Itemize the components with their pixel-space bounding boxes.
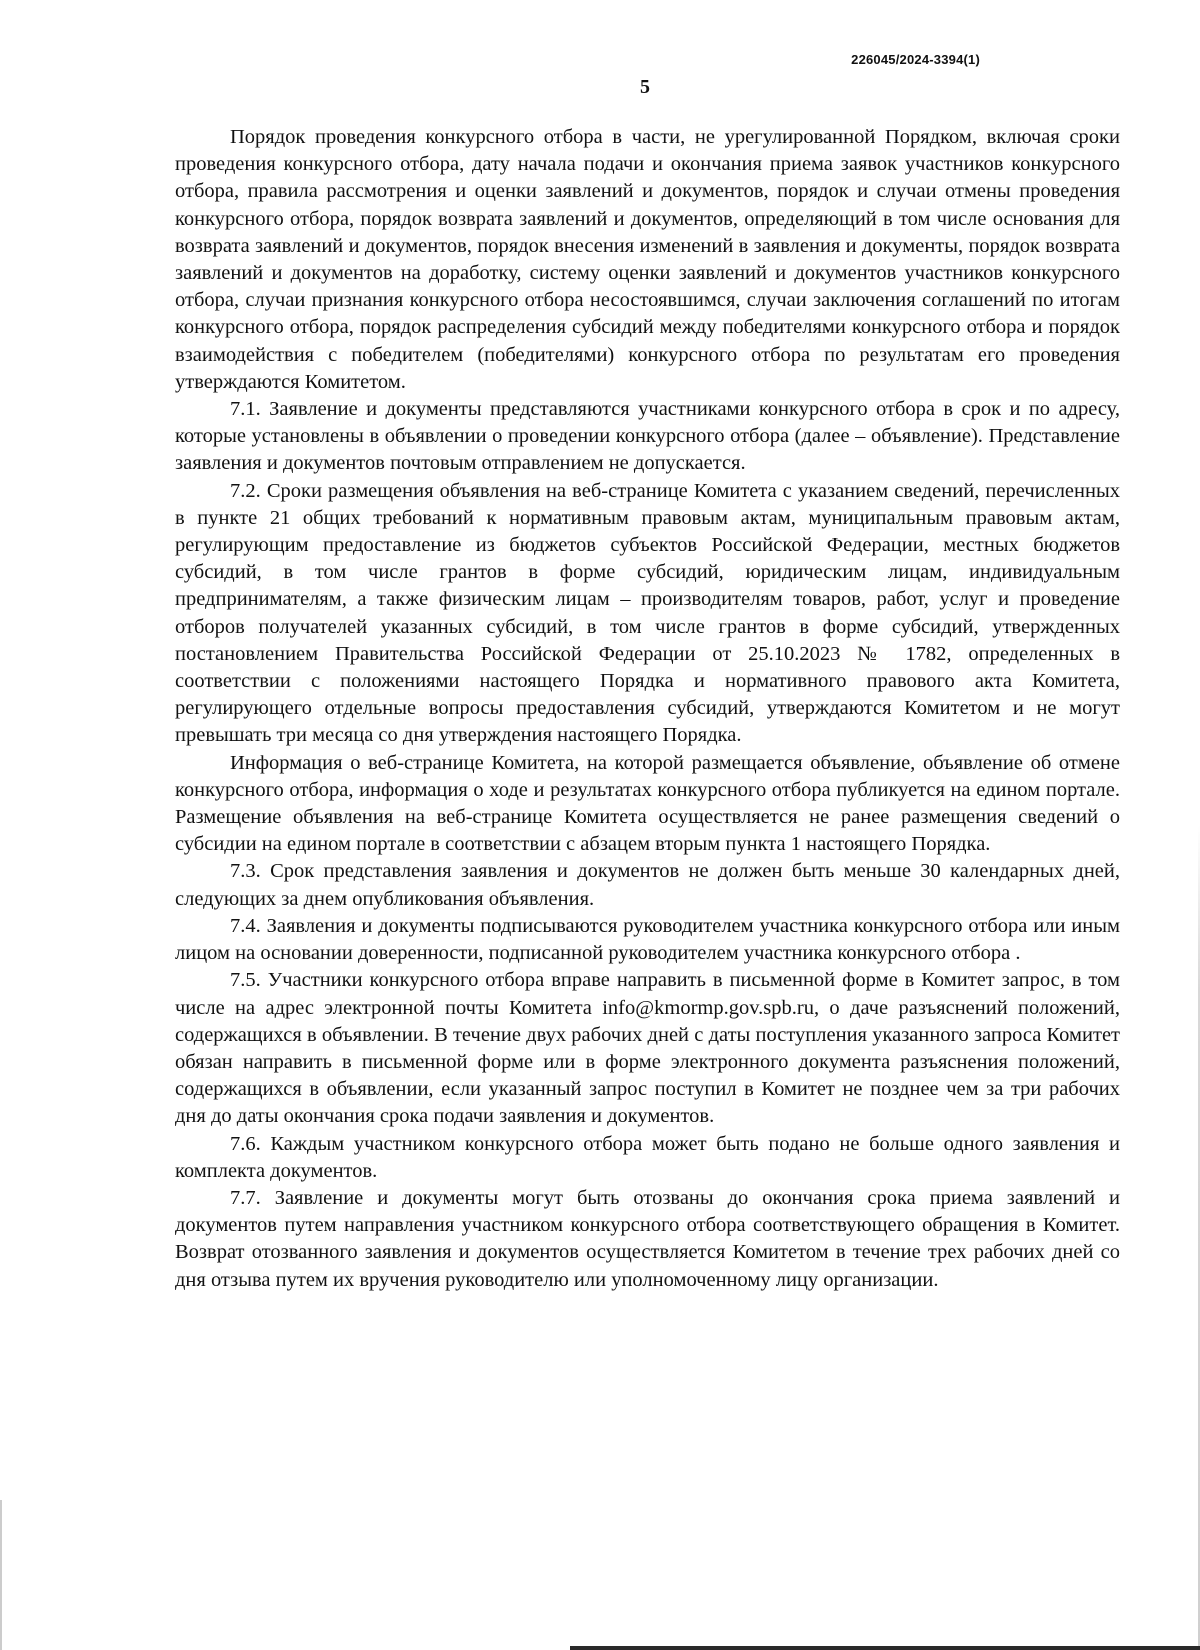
paragraph-procedure-intro: Порядок проведения конкурсного отбора в части, не урегулированной Порядком, включая сроки проведения конкурсного отбора, дату начала подачи и окончания приема заявок участников конкурсного отбора, правила рассмотрения и оценки заявлений и документов, порядок и случаи отмены проведения конкурсного отбора, порядок возврата заявлений и документов, определяющий в том числе основания для возврата заявлений и документов, порядок внесения изменений в заявления и документы, порядок возврата заявлений и документов на доработку, систему оценки заявлений и документов участников конкурсного отбора, случаи признания конкурсного отбора несостоявшимся, случаи заключения соглашений по итогам конкурсного отбора, порядок распределения субсидий между победителями конкурсного отбора и порядок взаимодействия с победителем (победителями) конкурсного отбора по результатам его проведения утверждаются Комитетом. [175, 126, 1120, 393]
paragraph-7-1: 7.1. Заявление и документы представляются участниками конкурсного отбора в срок и по адресу, которые установлены в объявлении о проведении конкурсного отбора (далее – объявление). Представление заявления и документов почтовым отправлением не допускается. [175, 398, 1120, 475]
scan-bottom-edge [570, 1646, 1200, 1650]
scan-left-edge [0, 1500, 2, 1650]
document-registration-number: 226045/2024-3394(1) [851, 52, 980, 67]
document-body [175, 124, 1120, 1294]
paragraph-7-2: 7.2. Сроки размещения объявления на веб-странице Комитета с указанием сведений, перечисленных в пункте 21 общих требований к нормативным правовым актам, муниципальным правовым актам, регулирующим предоставление из бюджетов субъектов Российской Федерации, местных бюджетов субсидий, в том числе грантов в форме субсидий, юридическим лицам, индивидуальным предпринимателям, а также физическим лицам – производителям товаров, работ, услуг и проведение отборов получателей указанных субсидий, в том числе грантов в форме субсидий, утвержденных постановлением Правительства Российской Федерации от 25.10.2023 № 1782, определенных в соответствии с положениями настоящего Порядка и нормативного правового акта Комитета, регулирующего отдельные вопросы предоставления субсидий, утверждаются Комитетом и не могут превышать три месяца со дня утверждения настоящего Порядка. [175, 479, 1120, 747]
page-number: 5 [640, 76, 650, 98]
paragraph-7-7: 7.7. Заявление и документы могут быть отозваны до окончания срока приема заявлений и документов путем направления участником конкурсного отбора соответствующего обращения в Комитет. Возврат отозванного заявления и документов осуществляется Комитетом в течение трех рабочих дней со дня отзыва путем их вручения руководителю или уполномоченному лицу организации. [175, 1186, 1120, 1291]
paragraph-7-5: 7.5. Участники конкурсного отбора вправе направить в письменной форме в Комитет запрос, в том числе на адрес электронной почты Комитета info@kmormp.gov.spb.ru, о даче разъяснений положений, содержащихся в объявлении. В течение двух рабочих дней с даты поступления указанного запроса Комитет обязан направить в письменной форме или в форме электронного документа разъяснения положений, содержащихся в объявлении, если указанный запрос поступил в Комитет не позднее чем за три рабочих дня до даты окончания срока подачи заявления и документов. [175, 969, 1120, 1128]
paragraph-7-3: 7.3. Срок представления заявления и документов не должен быть меньше 30 календарных дней, следующих за днем опубликования объявления. [175, 860, 1120, 910]
paragraph-7-4: 7.4. Заявления и документы подписываются руководителем участника конкурсного отбора или иным лицом на основании доверенности, подписанной руководителем участника конкурсного отбора . [175, 914, 1120, 965]
paragraph-web-page-info: Информация о веб-странице Комитета, на которой размещается объявление, объявление об отмене конкурсного отбора, информация о ходе и результатах конкурсного отбора публикуется на едином портале. Размещение объявления на веб-странице Комитета осуществляется не ранее размещения сведений о субсидии на едином портале в соответствии с абзацем вторым пункта 1 настоящего Порядка. [175, 751, 1120, 856]
paragraph-7-6: 7.6. Каждым участником конкурсного отбора может быть подано не больше одного заявления и комплекта документов. [175, 1132, 1120, 1182]
